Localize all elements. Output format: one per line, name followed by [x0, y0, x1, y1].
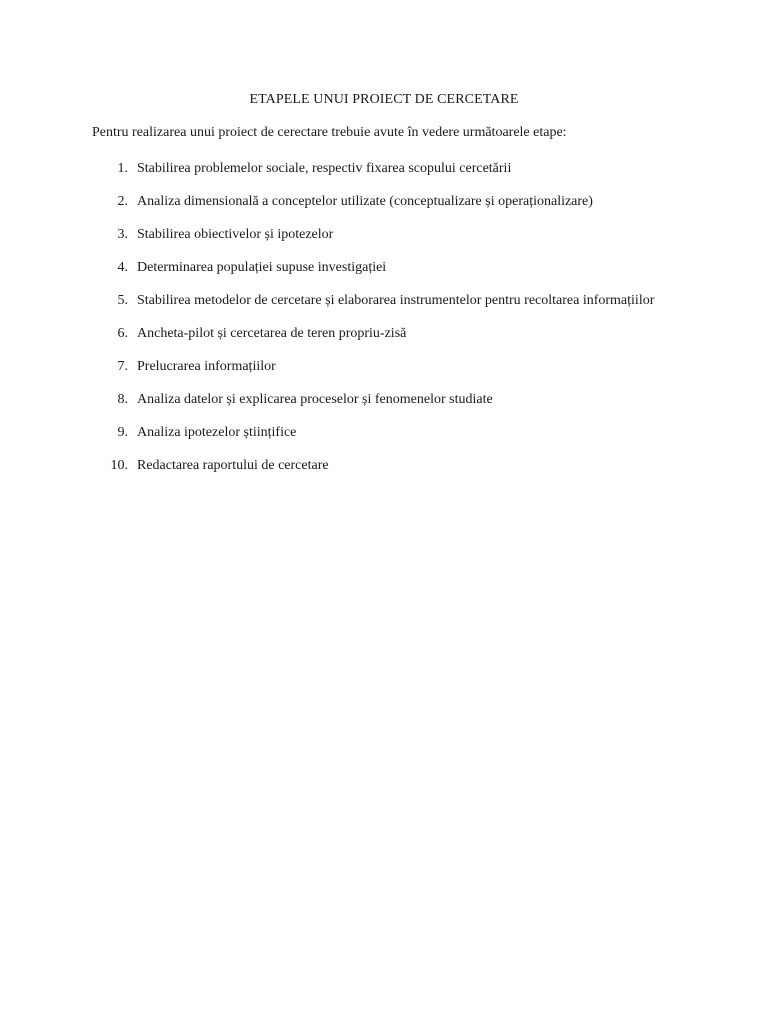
list-item: [0, 257, 768, 278]
step-number: 3.: [117, 227, 128, 242]
step-number: 1.: [117, 161, 128, 176]
step-number: 10.: [110, 458, 128, 473]
step-number: 9.: [117, 425, 128, 440]
step-number: 7.: [117, 359, 128, 374]
step-text: Stabilirea metodelor de cercetare și elaborarea instrumentelor pentru recoltarea informațiilor: [137, 293, 655, 308]
list-item: [0, 158, 768, 179]
list-item: [0, 290, 768, 311]
list-item: [0, 191, 768, 212]
step-number: 6.: [117, 326, 128, 341]
step-number: 5.: [117, 293, 128, 308]
step-number: 4.: [117, 260, 128, 275]
step-number: 2.: [117, 194, 128, 209]
step-text: Determinarea populației supuse investigației: [137, 260, 387, 275]
list-item: [0, 356, 768, 377]
step-text: Prelucrarea informațiilor: [137, 359, 276, 374]
step-number: 8.: [117, 392, 128, 407]
document-title: ETAPELE UNUI PROIECT DE CERCETARE: [249, 92, 519, 107]
list-item: [0, 323, 768, 344]
list-item: [0, 224, 768, 245]
step-text: Analiza datelor și explicarea proceselor și fenomenelor studiate: [137, 392, 493, 407]
step-text: Redactarea raportului de cercetare: [137, 458, 329, 473]
step-text: Analiza ipotezelor științifice: [137, 425, 297, 440]
step-text: Ancheta-pilot și cercetarea de teren propriu-zisă: [137, 326, 407, 341]
list-item: [0, 422, 768, 443]
step-text: Stabilirea obiectivelor și ipotezelor: [137, 227, 334, 242]
step-text: Stabilirea problemelor sociale, respectiv fixarea scopului cercetării: [137, 161, 512, 176]
step-text: Analiza dimensională a conceptelor utilizate (conceptualizare și operaționalizare): [137, 194, 593, 209]
intro-paragraph: Pentru realizarea unui proiect de cerectare trebuie avute în vedere următoarele etape:: [92, 125, 567, 140]
list-item: [0, 455, 768, 476]
steps-list: [0, 158, 768, 488]
list-item: [0, 389, 768, 410]
